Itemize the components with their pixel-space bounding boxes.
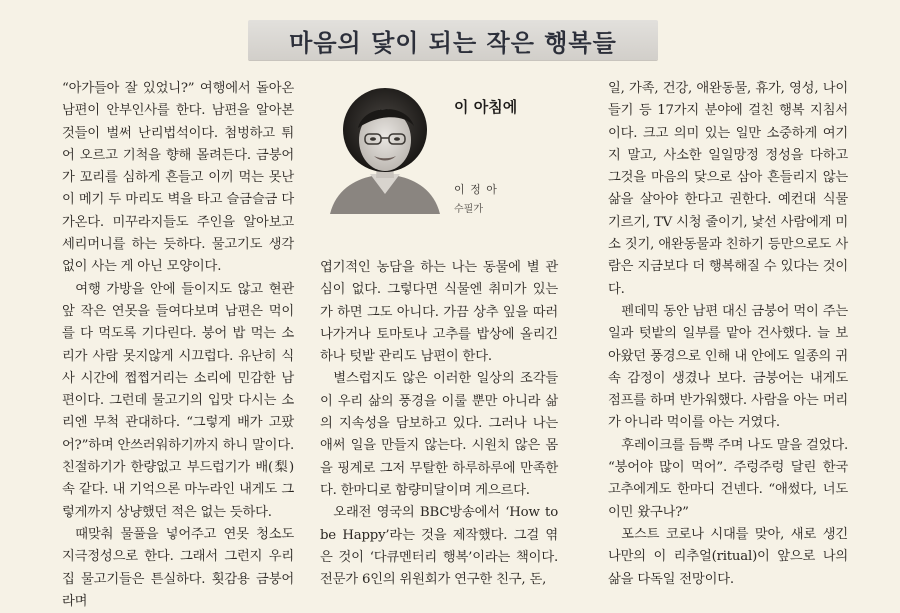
article-paragraph: 엽기적인 농담을 하는 나는 동물에 별 관심이 없다. 그렇다면 식물엔 취미가 있는가 하면 그도 아니다. 가끔 상추 잎을 따러 나가거나 토마토나 고추를 밥상에 올리긴 하나 텃밭 관리도 남편이 한다. bbox=[320, 260, 558, 365]
article-paragraph: 후레이크를 듬뿍 주며 나도 말을 걸었다. “붕어야 많이 먹어”. 주렁주렁 달린 한국 고추에게도 한마디 건넨다. “애썼다, 너도 이민 왔구나?” bbox=[608, 437, 848, 520]
article-paragraph: 여행 가방을 안에 들이지도 않고 현관 앞 작은 연못을 들여다보며 남편은 먹이를 다 먹도록 기다린다. 붕어 밥 먹는 소리가 사람 못지않게 시끄럽다. 유난히 식사 시간에 쩝쩝거리는 소리에 민감한 남편이다. 그런데 물고기의 입맛 다시는 소리엔 무척 관대하다. “그렇게 배가 고팠어?”하며 안쓰러워하기까지 하니 말이다. 친절하기가 한량없고 부드럽기가 배(梨) 속 같다. 내 기억으론 마누라인 내게도 그렇게까지 상냥했던 적은 없는 듯하다. bbox=[62, 281, 294, 520]
article-paragraph: 오래전 영국의 BBC방송에서 ‘How to be Happy’라는 것을 제작했다. 그걸 엮은 것이 ‘다큐멘터리 행복’이라는 책이다. 전문가 6인의 위원회가 연구한 친구, 돈, bbox=[320, 505, 558, 588]
headline-box bbox=[248, 20, 658, 60]
article-paragraph: 포스트 코로나 시대를 맞아, 새로 생긴 나만의 이 리추얼(ritual)이 앞으로 나의 삶을 다독일 전망이다. bbox=[608, 526, 848, 587]
article-paragraph: 별스럽지도 않은 이러한 일상의 조각들이 우리 삶의 풍경을 이룰 뿐만 아니라 삶의 지속성을 담보하고 있다. 그러나 나는 애써 일을 만들지 않는다. 시원치 않은 몸을 핑계로 그저 무탈한 하루하루에 만족한다. 한마디로 함량미달이며 게으르다. bbox=[320, 371, 558, 498]
article-paragraph: “아가들아 잘 있었니?” 여행에서 돌아온 남편이 안부인사를 한다. 남편을 알아본 것들이 벌써 난리법석이다. 첨벙하고 튀어 오르고 기척을 향해 몰려든다. 금붕어가 꼬리를 심하게 흔들고 이끼 먹는 못난이 메기 두 마리도 벽을 타고 슬금슬금 다가온다. 미꾸라지들도 주인을 알아보고 세리머니를 하는 듯하다. 물고기도 생각 없이 사는 게 아닌 모양이다. bbox=[62, 81, 294, 275]
page-title: 마음의 닻이 되는 작은 행복들 bbox=[289, 28, 617, 57]
author-name: 이 정 아 bbox=[454, 183, 498, 196]
header-band bbox=[0, 0, 900, 72]
author-photo bbox=[330, 82, 440, 214]
article-paragraph: 일, 가족, 건강, 애완동물, 휴가, 영성, 나이 들기 등 17가지 분야에 걸친 행복 지침서이다. 크고 의미 있는 일만 소중하게 여기지 말고, 사소한 일일망정 정성을 다하고 그것을 마음의 닻으로 삼아 흔들리지 않는 삶을 살아야 한다고 권한다. 예컨대 식물 기르기, TV 시청 줄이기, 낯선 사람에게 미소 짓기, 애완동물과 친하기 등만으로도 사람은 지금보다 더 행복해질 수 있다는 것이다. bbox=[608, 81, 848, 297]
article-column-1 bbox=[62, 78, 294, 613]
article-column-2 bbox=[320, 257, 558, 591]
column-name: 이 아침에 bbox=[454, 98, 518, 116]
author-profile bbox=[320, 78, 558, 248]
article-paragraph: 펜데믹 동안 남편 대신 금붕어 먹이 주는 일과 텃밭의 일부를 맡아 건사했다. 늘 보아왔던 풍경으로 인해 내 안에도 일종의 귀속 감정이 생겼나 보다. 금붕어는 내게도 점프를 하며 반가워했다. 사람을 아는 머리가 아니라 먹이를 아는 거였다. bbox=[608, 303, 848, 431]
author-portrait-image bbox=[330, 82, 440, 214]
author-role: 수필가 bbox=[454, 204, 483, 215]
article-paragraph: 때맞춰 물풀을 넣어주고 연못 청소도 지극정성으로 한다. 그래서 그런지 우리 집 물고기들은 튼실하다. 횟감용 금붕어라며 bbox=[62, 526, 294, 609]
article-column-3 bbox=[608, 78, 848, 591]
